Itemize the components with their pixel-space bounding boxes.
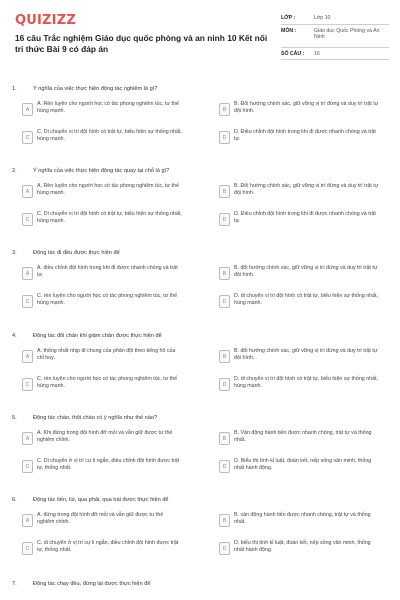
answer-option-a[interactable] (22, 264, 182, 284)
option-text: C. di chuyển ở vị trí cự li ngắn, điều chỉnh đội hình được trật tự, thống nhất. (37, 540, 179, 553)
option-letter-box: C (22, 213, 33, 226)
answer-option-c[interactable] (22, 210, 182, 230)
question-text: Ý nghĩa của việc thực hiện động tác quay tại chỗ là gì? (33, 168, 170, 174)
answer-option-b[interactable] (219, 264, 379, 284)
option-text: B. vận động hành tiến được nhanh chóng, trật tự và thống nhất. (234, 512, 371, 525)
option-letter-box: C (22, 378, 33, 391)
question-text: Động tác chào, thôi chào có ý nghĩa như thế nào? (33, 415, 158, 421)
answer-option-c[interactable] (22, 292, 182, 312)
option-text: C. rèn luyện cho người học có tác phong nghiêm túc, tư thế hùng mạnh. (37, 293, 178, 306)
option-letter-box: C (22, 131, 33, 144)
option-text: A. Khi đứng trong đội hình đỡ mỏi và vẫn giữ được tư thế nghiêm chỉnh. (37, 430, 173, 443)
answer-option-d[interactable] (219, 457, 379, 477)
option-text: C. rèn luyện cho người học có tác phong nghiêm túc, tư thế hùng mạnh. (37, 376, 178, 389)
question-number: 2. (12, 168, 17, 174)
question-number: 7. (12, 581, 17, 587)
option-letter-box: B (219, 185, 230, 198)
option-text: C. Di chuyển vị trí đội hình có trật tự, biểu hiện sự thống nhất, hùng mạnh. (37, 129, 182, 142)
option-text: C. Di chuyển vị trí đội hình có trật tự, biểu hiện sự thống nhất, hùng mạnh. (37, 211, 182, 224)
answer-option-d[interactable] (219, 128, 379, 148)
option-letter-box: B (219, 514, 230, 527)
question-number: 5. (12, 415, 17, 421)
option-text: A. Rèn luyện cho người học có tác phong nghiêm túc, tư thế hùng mạnh. (37, 183, 179, 196)
option-text: D. Điều chỉnh đội hình trong khi đi được nhanh chóng và trật tự. (234, 129, 376, 142)
meta-value: Lớp 10 (314, 15, 331, 21)
quizizz-logo (15, 12, 76, 28)
answer-option-b[interactable] (219, 511, 379, 531)
option-text: B. Đổi hướng chính xác, giữ vững vị trí đứng và duy trì trật tự đội hình. (234, 101, 379, 114)
option-text: B. đổi hướng chính xác, giữ vững vị trí đứng và duy trì trật tự đội hình. (234, 265, 378, 278)
page-title: 16 câu Trắc nghiệm Giáo dục quốc phòng và an ninh 10 Kết nối tri thức Bài 9 có đáp án (15, 33, 268, 54)
option-text: D. biểu thị tính kỉ luật, đoàn kết, nếp sống văn minh, thống nhất hành động. (234, 540, 371, 553)
option-letter-box: A (22, 185, 33, 198)
option-letter-box: D (219, 131, 230, 144)
option-letter-box: A (22, 267, 33, 280)
answer-option-a[interactable] (22, 100, 182, 120)
option-text: D. di chuyển vị trí đội hình có trật tự, biểu hiện sự thống nhất, hùng mạnh. (234, 293, 379, 306)
question-number: 3. (12, 250, 17, 256)
answer-option-d[interactable] (219, 375, 379, 395)
meta-row-subject (281, 25, 389, 48)
answer-option-d[interactable] (219, 292, 379, 312)
option-text: D. Biểu thị tính kỉ luật, đoàn kết, nếp sống văn minh, thống nhất hành động. (234, 458, 372, 471)
answer-option-a[interactable] (22, 347, 182, 367)
option-text: A. điều chỉnh đội hình trong khi đi được nhanh chóng và trật tự. (37, 265, 178, 278)
option-letter-box: B (219, 432, 230, 445)
option-letter-box: A (22, 103, 33, 116)
option-text: A. thống nhất nhịp đi chung của phân đội theo tiếng hô của chỉ huy. (37, 348, 176, 361)
answer-option-b[interactable] (219, 429, 379, 449)
answer-option-d[interactable] (219, 210, 379, 230)
answer-option-c[interactable] (22, 375, 182, 395)
answer-option-b[interactable] (219, 182, 379, 202)
option-text: A. Rèn luyện cho người học có tác phong nghiêm túc, tư thế hùng mạnh. (37, 101, 179, 114)
question-text: Động tác đi đều được thực hiện để (33, 250, 120, 256)
meta-label: SỐ CÂU : (281, 50, 305, 57)
meta-row-class (281, 12, 389, 25)
option-text: D. Điều chỉnh đội hình trong khi đi được nhanh chóng và trật tự. (234, 211, 376, 224)
option-letter-box: C (22, 295, 33, 308)
option-text: B. đổi hướng chính xác, giữ vững vị trí đứng và duy trì trật tự đội hình. (234, 348, 378, 361)
option-text: A. đứng trong đội hình đỡ mỏi và vẫn giữ được tư thế nghiêm chỉnh. (37, 512, 164, 525)
option-letter-box: C (22, 542, 33, 555)
option-letter-box: A (22, 432, 33, 445)
option-text: B. Đổi hướng chính xác, giữ vững vị trí đứng và duy trì trật tự đội hình. (234, 183, 379, 196)
answer-option-d[interactable] (219, 539, 379, 559)
option-letter-box: D (219, 213, 230, 226)
option-letter-box: A (22, 350, 33, 363)
answer-option-c[interactable] (22, 457, 182, 477)
option-text: B. Vận động hành tiến được nhanh chóng, trật tự và thống nhất. (234, 430, 372, 443)
answer-option-b[interactable] (219, 347, 379, 367)
option-letter-box: A (22, 514, 33, 527)
option-letter-box: B (219, 267, 230, 280)
option-letter-box: B (219, 350, 230, 363)
option-letter-box: D (219, 542, 230, 555)
question-text: Động tác tiến, lùi, qua phải, qua trái được thực hiện để (33, 497, 169, 503)
question-number: 1. (12, 86, 17, 92)
page-header (0, 0, 400, 72)
question-number: 6. (12, 497, 17, 503)
question-text: Động tác chạy đều, đứng lại được thực hiện để (33, 581, 151, 587)
option-letter-box: C (22, 460, 33, 473)
answer-option-a[interactable] (22, 429, 182, 449)
option-letter-box: B (219, 103, 230, 116)
meta-label: MÔN : (281, 27, 297, 34)
option-text: C. Di chuyển ở vị trí cự li ngắn, điều chỉnh đội hình được trật tự, thống nhất. (37, 458, 180, 471)
quiz-meta (281, 12, 389, 60)
logo-text: QUIZIZZ (15, 12, 76, 28)
meta-label: LỚP : (281, 15, 296, 21)
question-text: Ý nghĩa của việc thực hiện động tác nghiêm là gì? (33, 86, 158, 92)
answer-option-b[interactable] (219, 100, 379, 120)
meta-row-count (281, 48, 389, 61)
question-text: Động tác đổi chân khi giậm chân được thực hiện để (33, 333, 162, 339)
question-number: 4. (12, 333, 17, 339)
option-letter-box: D (219, 295, 230, 308)
meta-value: 16 (314, 50, 320, 57)
answer-option-c[interactable] (22, 539, 182, 559)
answer-option-c[interactable] (22, 128, 182, 148)
answer-option-a[interactable] (22, 511, 182, 531)
option-letter-box: D (219, 460, 230, 473)
answer-option-a[interactable] (22, 182, 182, 202)
option-letter-box: D (219, 378, 230, 391)
meta-value: Giáo dục Quốc Phòng và An Ninh (314, 27, 380, 41)
option-text: D. di chuyển vị trí đội hình có trật tự, biểu hiện sự thống nhất, hùng mạnh. (234, 376, 379, 389)
